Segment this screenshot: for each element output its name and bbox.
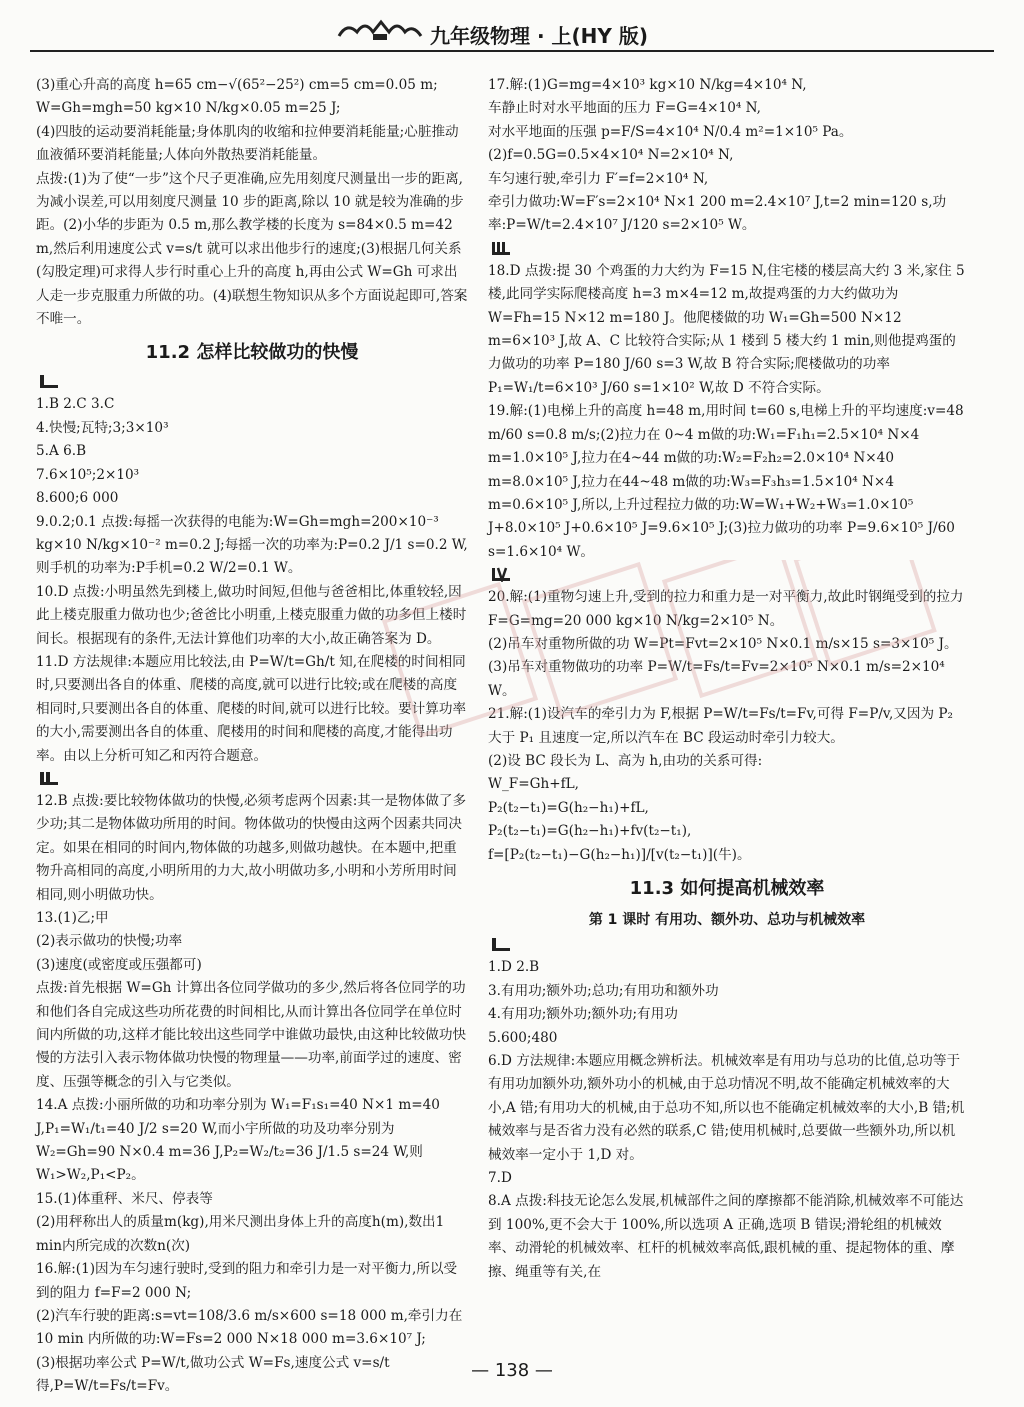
left-column bbox=[36, 74, 468, 1399]
answer-line: f=[P₂(t₂−t₁)−G(h₂−h₁)]/[v(t₂−t₁)](牛)。 bbox=[488, 846, 751, 863]
answer-line: 5.600;480 bbox=[488, 1029, 558, 1046]
answer-line: 11.D 方法规律:本题应用比较法,由 P=W/t=Gh/t 知,在爬楼的时间相同时,只要测出各自的体重、爬楼的高度,就可以进行比较;或在爬楼的高度相同时,只要测出各自的体重、爬楼的时间,就可以进行比较。要计算功率的大小,需要测出各自的体重、爬楼用的时间和爬楼的高度,才能得出功率。由以上分析可知乙和丙符合题意。 bbox=[36, 653, 467, 764]
answer-line: 20.解:(1)重物匀速上升,受到的拉力和重力是一对平衡力,故此时钢绳受到的拉力 F=G=mg=20 000 kg×10 N/kg=2×10⁵ N。 bbox=[488, 589, 964, 629]
answer-line: 4.快慢;瓦特;3;3×10³ bbox=[36, 419, 169, 436]
answer-line: 15.(1)体重秤、米尺、停表等 bbox=[36, 1190, 213, 1207]
answer-line: W_F=Gh+fL, bbox=[488, 776, 579, 793]
answer-line: (2)用秤称出人的质量m(kg),用米尺测出身体上升的高度h(m),数出1 min内所完成的次数n(次) bbox=[36, 1214, 445, 1254]
answer-line: 点拨:(1)为了使“一步”这个尺子更准确,应先用刻度尺测量出一步的距离,为减小误差,可以用刻度尺测量 10 步的距离,除以 10 就是较为准确的步距。(2)小华的步距为 0.5 m,那么教学楼的长度为 s=84×0.5 m=42 m,然后利用速度公式 v=s/t 就可以求出他步行的速度;(3)根据几何关系(勾股定理)可求得人步行时重心上升的高度 h,再由公式 W=Gh 可求出人走一步克服重力所做的功。(4)联想生物知识从多个方面说起即可,答案不唯一。 bbox=[36, 170, 468, 328]
answer-line: 12.B 点拨:要比较物体做功的快慢,必须考虑两个因素:其一是物体做了多少功;其二是物体做功所用的时间。物体做功的快慢由这两个因素共同决定。如果在相同的时间内,物体做的功越多,则做功越快。在本题中,把重物升高相同的高度,小明所用的力大,故小明做功多,小明和小芳所用时间相同,则小明做功快。 bbox=[36, 792, 467, 903]
answer-line: (2)表示做功的快慢;功率 bbox=[36, 933, 183, 950]
level-one-icon bbox=[38, 373, 60, 389]
answer-line: 牵引力做功:W=F′s=2×10⁴ N×1 200 m=2.4×10⁷ J,t=2 min=120 s,功率:P=W/t=2.4×10⁷ J/120 s=2×10⁵ W。 bbox=[488, 194, 947, 234]
answer-line: (3)重心升高的高度 h=65 cm−√(65²−25²) cm=5 cm=0.05 m; bbox=[36, 77, 438, 93]
level-four-icon bbox=[490, 566, 512, 582]
answer-line: P₂(t₂−t₁)=G(h₂−h₁)+fL, bbox=[488, 799, 649, 816]
answer-line: (2)吊车对重物所做的功 W=Pt=Fvt=2×10⁵ N×0.1 m/s×15 s=3×10⁵ J。 bbox=[488, 635, 958, 652]
answer-line: 点拨:首先根据 W=Gh 计算出各位同学做功的多少,然后将各位同学的功和他们各自完成这些功所花费的时间相比,从而计算出各位同学在单位时间内所做的功,这样才能比较出这些同学中谁做功最快,由这种比较做功快慢的方法引入表示物体做功快慢的物理量——功率,前面学过的速度、密度、压强等概念的引入与它类似。 bbox=[36, 980, 467, 1090]
answer-line: (4)四肢的运动要消耗能量;身体肌肉的收缩和拉伸要消耗能量;心脏推动血液循环要消耗能量;人体向外散热要消耗能量。 bbox=[36, 123, 459, 164]
answer-line: P₂(t₂−t₁)=G(h₂−h₁)+fv(t₂−t₁), bbox=[488, 823, 692, 840]
answer-line: (2)f=0.5G=0.5×4×10⁴ N=2×10⁴ N, bbox=[488, 147, 734, 164]
page-number: — 138 — bbox=[471, 1360, 553, 1381]
answer-line: 17.解:(1)G=mg=4×10³ kg×10 N/kg=4×10⁴ N, bbox=[488, 77, 807, 93]
answer-line: 对水平地面的压强 p=F/S=4×10⁴ N/0.4 m²=1×10⁵ Pa。 bbox=[488, 123, 853, 140]
answer-line: 8.A 点拨:科技无论怎么发展,机械部件之间的摩擦都不能消除,机械效率不可能达到 100%,更不会大于 100%,所以选项 A 正确,选项 B 错误;滑轮组的机械效率、动滑轮的机械效率、杠杆的机械效率高低,跟机械的重、提起物体的重、摩擦、绳重等有关,在 bbox=[488, 1193, 964, 1280]
answer-line: 14.A 点拨:小丽所做的功和功率分别为 W₁=F₁s₁=40 N×1 m=40 J,P₁=W₁/t₁=40 J/2 s=20 W,而小宇所做的功及功率分别为 W₂=Gh=90 N×0.4 m=36 J,P₂=W₂/t₂=36 J/1.5 s=24 W,则 W₁>W₂,P₁<P₂。 bbox=[36, 1097, 440, 1184]
answer-line: (2)汽车行驶的距离:s=vt=108/3.6 m/s×600 s=18 000 m,牵引力在 10 min 内所做的功:W=Fs=2 000 N×18 000 m=3.6×10⁷ J; bbox=[36, 1307, 463, 1348]
answer-line: 21.解:(1)设汽车的牵引力为 F,根据 P=W/t=Fs/t=Fv,可得 F=P/v,又因为 P₂ 大于 P₁ 且速度一定,所以汽车在 BC 段运动时牵引力较大。 bbox=[488, 706, 954, 746]
answer-line: 1.D 2.B bbox=[488, 959, 540, 976]
answer-line: 车匀速行驶,牵引力 F′=f=2×10⁴ N, bbox=[488, 170, 709, 187]
answer-line: 4.有用功;额外功;额外功;有用功 bbox=[488, 1006, 678, 1023]
answer-line: (3)吊车对重物做功的功率 P=W/t=Fs/t=Fv=2×10⁵ N×0.1 m/s=2×10⁴ W。 bbox=[488, 659, 945, 699]
answer-line: 1.B 2.C 3.C bbox=[36, 396, 115, 413]
answer-line: (3)根据功率公式 P=W/t,做功公式 W=Fs,速度公式 v=s/t 得,P=W/t=Fs/t=Fv。 bbox=[36, 1354, 390, 1395]
answer-line: 5.A 6.B bbox=[36, 443, 87, 460]
answer-line: 7.6×10⁵;2×10³ bbox=[36, 466, 140, 483]
answer-line: 16.解:(1)因为车匀速行驶时,受到的阻力和牵引力是一对平衡力,所以受到的阻力 f=F=2 000 N; bbox=[36, 1261, 458, 1301]
answer-line: 9.0.2;0.1 点拨:每摇一次获得的电能为:W=Gh=mgh=200×10⁻³ kg×10 N/kg×10⁻² m=0.2 J;每摇一次的功率为:P=0.2 J/1 s=0.2 W,则手机的功率为:P手机=0.2 W/2=0.1 W。 bbox=[36, 513, 468, 577]
answer-line: 8.600;6 000 bbox=[36, 490, 119, 507]
section-heading: 11.2 怎样比较做功的快慢 bbox=[145, 342, 359, 364]
answer-line: 6.D 方法规律:本题应用概念辨析法。机械效率是有用功与总功的比值,总功等于有用功加额外功,额外功小的机械,由于总功情况不明,故不能确定机械效率的大小,A 错;有用功大的机械,由于总功不知,所以也不能确定机械效率的大小,B 错;机械效率与是否省力没有必然的联系,C 错;使用机械时,总要做一些额外功,所以机械效率一定小于 1,D 对。 bbox=[488, 1053, 965, 1163]
answer-line: 18.D 点拨:提 30 个鸡蛋的力大约为 F=15 N,住宅楼的楼层高大约 3 米,家住 5 楼,此同学实际爬楼高度 h=3 m×4=12 m,故提鸡蛋的力大约做功为 W=Fh=15 N×12 m=180 J。他爬楼做的功 W₁=Gh=500 N×12 m=6×10³ J,故 A、C 比较符合实际;从 1 楼到 5 楼大约 1 min,则他提鸡蛋的力做功的功率 P=180 J/60 s=3 W,故 B 符合实际;爬楼做功的功率 P₁=W₁/t=6×10³ J/60 s=1×10² W,故 D 不符合实际。 bbox=[488, 262, 965, 396]
answer-line: (3)速度(或密度或压强都可) bbox=[36, 956, 202, 973]
right-column bbox=[488, 74, 966, 1284]
level-one-icon bbox=[490, 936, 512, 952]
answer-line: 13.(1)乙;甲 bbox=[36, 910, 109, 926]
level-three-icon bbox=[490, 240, 512, 256]
answer-line: 7.D bbox=[488, 1170, 512, 1187]
answer-line: W=Gh=mgh=50 kg×10 N/kg×0.05 m=25 J; bbox=[36, 100, 341, 117]
answer-line: (2)设 BC 段长为 L、高为 h,由功的关系可得: bbox=[488, 752, 763, 769]
answer-line: 10.D 点拨:小明虽然先到楼上,做功时间短,但他与爸爸相比,体重较轻,因此上楼克服重力做功也少;爸爸比小明重,上楼克服重力做的功多但上楼时间长。根据现有的条件,无法计算他们功率的大小,故正确答案为 D。 bbox=[36, 583, 467, 647]
level-two-icon bbox=[38, 770, 60, 786]
section-heading: 11.3 如何提高机械效率 bbox=[629, 878, 825, 899]
answer-line: 19.解:(1)电梯上升的高度 h=48 m,用时间 t=60 s,电梯上升的平均速度:v=48 m/60 s=0.8 m/s;(2)拉力在 0~4 m做的功:W₁=F₁h₁=2.5×10⁴ N×4 m=1.0×10⁵ J,拉力在4~44 m做的功:W₂=F₂h₂=2.0×10⁴ N×40 m=8.0×10⁵ J,拉力在44~48 m做的功:W₃=F₃h₃=1.5×10⁴ N×4 m=0.6×10⁵ J,所以,上升过程拉力做的功:W=W₁+W₂+W₃=1.0×10⁵ J+8.0×10⁵ J+0.6×10⁵ J=9.6×10⁵ J;(3)拉力做功的功率 P=9.6×10⁵ J/60 s=1.6×10⁴ W。 bbox=[488, 403, 964, 560]
page-title: 九年级物理 · 上(HY 版) bbox=[430, 24, 648, 48]
lesson-heading: 第 1 课时 有用功、额外功、总功与机械效率 bbox=[588, 912, 866, 928]
answer-line: 3.有用功;额外功;总功;有用功和额外功 bbox=[488, 982, 719, 999]
answer-line: 车静止时对水平地面的压力 F=G=4×10⁴ N, bbox=[488, 100, 761, 117]
brand-logo-icon bbox=[335, 16, 425, 44]
page-header bbox=[30, 14, 994, 52]
